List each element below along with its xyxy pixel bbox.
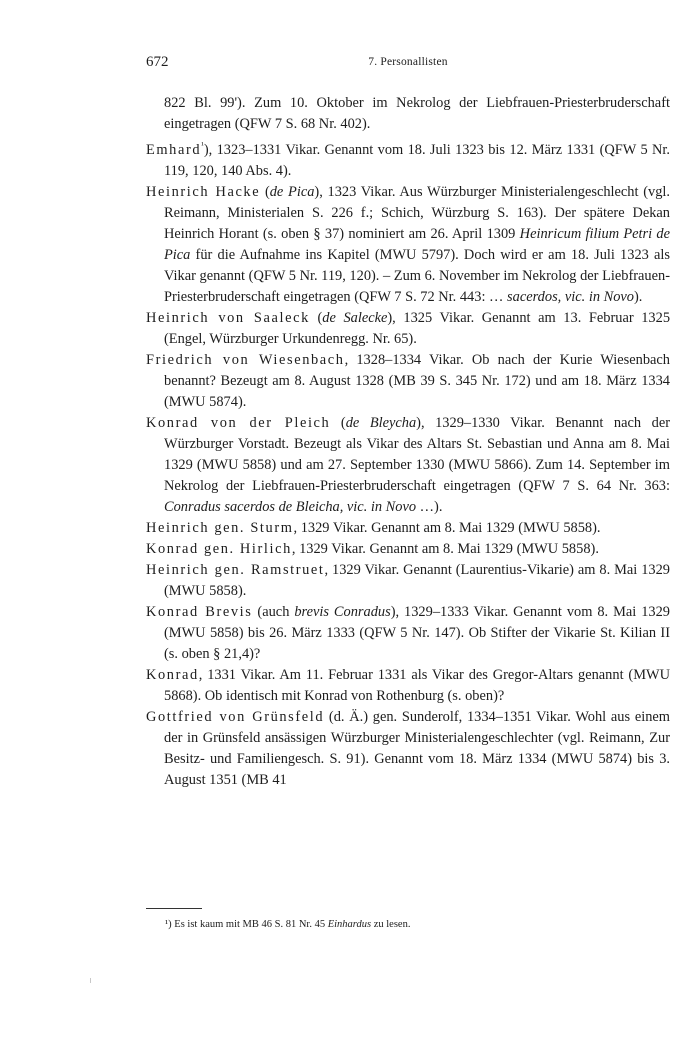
entry-text: , 1331 Vikar. Am 11. Februar 1331 als Vikar des Gregor-Altars genannt (MWU 5868). Ob identisch mit Konrad von Rothenburg (s. oben)? (164, 666, 670, 704)
entry-text: ), 1329–1330 Vikar. Benannt nach der Würzburger Vorstadt. Bezeugt als Vikar des Altars St. Sebastian und Anna am 8. Mai 1329 (MWU 5858) und am 27. September 1330 (MWU 5866). Zum 14. September im Nekrolog der Liebfrauen-Priesterbruderschaft eingetragen (QFW 7 S. 64 Nr. 363: (164, 414, 671, 494)
person-entry (146, 350, 670, 413)
entry-text: (auch (252, 603, 295, 620)
latin-quote: de Pica (269, 183, 315, 200)
person-name: Friedrich von Wiesenbach (146, 351, 345, 368)
entry-text: ), 1323 Vikar. Aus Würzburger Ministerialengeschlecht (vgl. Reimann, Ministerialen S. 226 f.; Schich, Würzburg S. 163). Der spätere Dekan Heinrich Horant (s. oben § 37) nominiert am 26. April 1309 (164, 183, 670, 242)
person-entry (146, 182, 670, 308)
footnote-text-end: zu lesen. (371, 919, 411, 930)
continued-paragraph (146, 93, 670, 135)
person-entry (146, 413, 670, 518)
running-head: 7. Personallisten (368, 56, 448, 68)
footnote-text: Es ist kaum mit MB 46 S. 81 Nr. 45 (171, 919, 328, 930)
document-body (146, 93, 670, 791)
scan-speck (90, 978, 91, 983)
footnote-divider (146, 908, 202, 909)
entry-text: …). (416, 498, 443, 515)
person-name: Konrad (146, 666, 199, 683)
latin-quote: sacerdos, vic. in Novo (507, 288, 635, 305)
latin-quote: Conradus sacerdos de Bleicha, vic. in Novo (164, 498, 417, 515)
person-entry (146, 308, 670, 350)
entry-text: , 1328–1334 Vikar. Ob nach der Kurie Wiesenbach benannt? Bezeugt am 8. August 1328 (MB 39 S. 345 Nr. 172) und am 18. März 1334 (MWU 5874). (164, 351, 670, 410)
latin-quote: Heinricum filium Petri de Pica (164, 225, 671, 263)
person-name: Heinrich von Saaleck (146, 309, 310, 326)
entry-text: ). (634, 288, 643, 305)
entry-text: , 1329 Vikar. Genannt am 8. Mai 1329 (MWU 5858). (291, 540, 599, 557)
person-entry (146, 707, 670, 791)
entry-text: ( (309, 309, 323, 326)
person-name: Heinrich Hacke (146, 183, 261, 200)
entry-text: ), 1325 Vikar. Genannt am 13. Februar 1325 (Engel, Würzburger Urkundenregg. Nr. 65). (164, 309, 671, 347)
person-entry (146, 539, 670, 560)
footnote-ref: ¹ (201, 140, 204, 150)
page-header (146, 54, 670, 74)
entry-text: für die Aufnahme ins Kapitel (MWU 5797). Doch wird er am 18. Juli 1323 als Vikar genannt (QFW 5 Nr. 119, 120). – Zum 6. November im Nekrolog der Liebfrauen-Priesterbruderschaft eingetragen (QFW 7 S. 72 Nr. 443: … (164, 246, 670, 305)
latin-quote: de Bleycha (345, 414, 417, 431)
footnote-italic: Einhardus (327, 919, 372, 930)
person-name: Konrad Brevis (146, 603, 253, 620)
person-entry (146, 602, 670, 665)
person-name: Heinrich gen. Ramstruet (146, 561, 325, 578)
entry-text: ), 1329–1333 Vikar. Genannt vom 8. Mai 1329 (MWU 5858) bis 26. März 1333 (QFW 5 Nr. 147). Ob Stifter der Vikarie St. Kilian II (s. oben § 21,4)? (164, 603, 670, 662)
footnote-marker: ¹) (165, 919, 172, 930)
latin-quote: de Salecke (322, 309, 388, 326)
person-entry (146, 135, 670, 182)
entry-text: ( (260, 183, 270, 200)
entry-text: ( (330, 414, 346, 431)
entry-text: ), 1323–1331 Vikar. Genannt vom 18. Juli 1323 bis 12. März 1331 (QFW 5 Nr. 119, 120, 140 Abs. 4). (164, 141, 670, 179)
person-entry (146, 518, 670, 539)
entry-text: , 1329 Vikar. Genannt am 8. Mai 1329 (MWU 5858). (293, 519, 601, 536)
person-name: Heinrich gen. Sturm (146, 519, 294, 536)
person-name: Konrad gen. Hirlich (146, 540, 292, 557)
entry-text: 822 Bl. 99'). Zum 10. Oktober im Nekrolog der Liebfrauen-Priesterbruderschaft eingetragen (QFW 7 S. 68 Nr. 402). (164, 95, 670, 132)
person-name: Emhard (146, 141, 202, 158)
page-number: 672 (146, 54, 169, 70)
person-entry (146, 665, 670, 707)
person-entry (146, 560, 670, 602)
latin-quote: brevis Conradus (294, 603, 391, 620)
entry-text: (d. Ä.) gen. Sunderolf, 1334–1351 Vikar. Wohl aus einem der in Grünsfeld ansässigen Würzburger Ministerialengeschlechter (vgl. Reimann, Zur Besitz- und Familiengesch. S. 91). Genannt vom 18. März 1334 (MWU 5874) bis 3. August 1351 (MB 41 (164, 708, 671, 788)
entry-text: , 1329 Vikar. Genannt (Laurentius-Vikarie) am 8. Mai 1329 (MWU 5858). (164, 561, 670, 599)
person-name: Gottfried von Grünsfeld (146, 708, 325, 725)
footnote (165, 918, 670, 932)
person-name: Konrad von der Pleich (146, 414, 331, 431)
